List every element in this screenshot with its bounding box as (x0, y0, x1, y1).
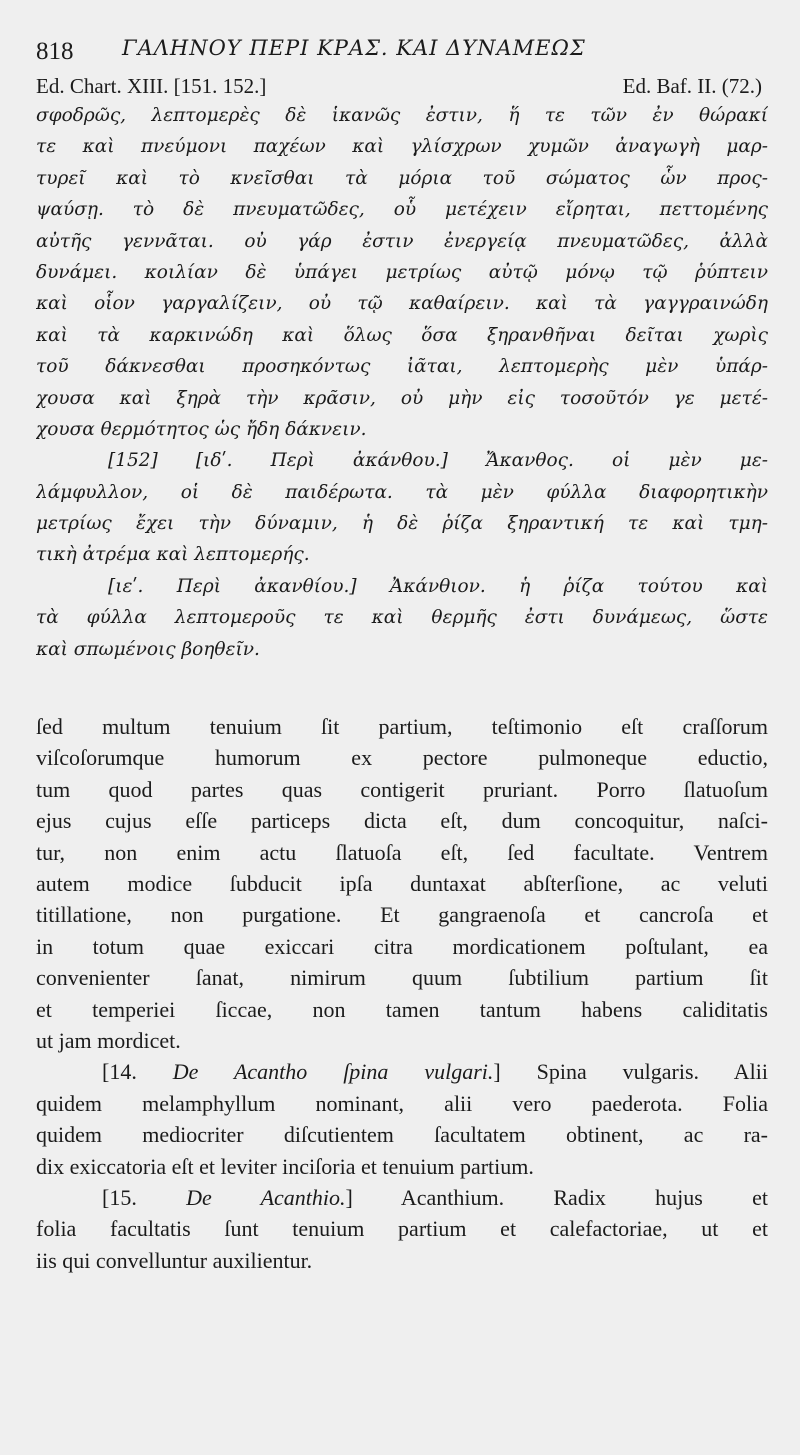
greek-heading-acanthus: [152] [ιδʹ. Περὶ ἀκάνθου.] Ἄκανθος. οἱ μὲν με- (108, 450, 768, 472)
greek-line: τοῦ δάκνεσθαι προσηκόντως ἰᾶται, λεπτομερὴς μὲν ὑπάρ- (36, 356, 768, 378)
latin-line: ſed multum tenuium ſit partium, teſtimonio eſt craſſorum (36, 714, 768, 740)
greek-line: λάμφυλλον, οἱ δὲ παιδέρωτα. τὰ μὲν φύλλα διαφορητικὴν (36, 481, 768, 503)
greek-line: τυρεῖ καὶ τὸ κνεῖσθαι τὰ μόρια τοῦ σώματος ὧν προς- (36, 167, 768, 189)
latin-line: ejus cujus eſſe particeps dicta eſt, dum concoquitur, naſci- (36, 808, 768, 834)
latin-text (36, 711, 768, 1276)
latin-line: titillatione, non purgatione. Et gangraenoſa et cancroſa et (36, 902, 768, 928)
section-text-15: Acanthium. Radix hujus et (352, 1184, 768, 1210)
page-number: 818 (36, 38, 74, 65)
latin-line: tur, non enim actu ſlatuoſa eſt, ſed facultate. Ventrem (36, 839, 768, 865)
running-title: ΓΑΛΗΝΟΥ ΠΕΡΙ ΚΡΑΣ. ΚΑΙ ΔΥΝΑΜΕΩΣ (122, 36, 586, 60)
bracket-open: [15. (102, 1184, 187, 1210)
bracket-close: ] (493, 1059, 501, 1085)
latin-line: in totum quae exiccari citra mordicationem poſtulant, ea (36, 933, 768, 959)
greek-heading-acanthium: [ιεʹ. Περὶ ἀκανθίου.] Ἀκάνθιον. ἡ ῥίζα τούτου καὶ (108, 575, 768, 597)
greek-line: καὶ σπωμένοις βοηθεῖν. (36, 638, 260, 660)
edition-basel: Ed. Baf. II. (72.) (622, 74, 762, 98)
greek-line: μετρίως ἔχει τὴν δύναμιν, ἡ δὲ ῥίζα ξηραντική τε καὶ τμη- (36, 513, 768, 535)
greek-line: χουσα καὶ ξηρὰ τὴν κρᾶσιν, οὐ μὴν εἰς τοσοῦτόν γε μετέ- (36, 387, 768, 409)
latin-line: viſcoſorumque humorum ex pectore pulmoneque eductio, (36, 745, 768, 771)
greek-line: τὰ φύλλα λεπτομεροῦς τε καὶ θερμῆς ἐστι δυνάμεως, ὥστε (36, 607, 768, 629)
greek-line: χουσα θερμότητος ὡς ἤδη δάκνειν. (36, 418, 367, 440)
section-heading-15: De Acanthio. (186, 1184, 346, 1210)
latin-line: convenienter ſanat, nimirum quum ſubtilium partium ſit (36, 965, 768, 991)
greek-line: καὶ οἷον γαργαλίζειν, οὐ τῷ καθαίρειν. καὶ τὰ γαγγραινώδη (36, 293, 768, 315)
running-head (36, 28, 768, 68)
latin-heading-acanthus (36, 1056, 768, 1087)
greek-text (36, 100, 768, 665)
latin-line: tum quod partes quas contigerit pruriant. Porro ſlatuoſum (36, 776, 768, 802)
greek-line: σφοδρῶς, λεπτομερὲς δὲ ἱκανῶς ἐστιν, ἥ τε τῶν ἐν θώρακί (36, 105, 768, 126)
latin-line: ut jam mordicet. (36, 1027, 181, 1053)
latin-line: quidem melamphyllum nominant, alii vero paederota. Folia (36, 1090, 768, 1116)
latin-line: dix exiccatoria eſt et leviter inciſoria et tenuium partium. (36, 1153, 534, 1179)
section-gap (36, 665, 768, 711)
section-text-14: Spina vulgaris. Alii (500, 1059, 768, 1085)
latin-line: quidem mediocriter diſcutientem ſacultatem obtinent, ac ra- (36, 1122, 768, 1148)
greek-line: καὶ τὰ καρκινώδη καὶ ὅλως ὅσα ξηρανθῆναι δεῖται χωρὶς (36, 324, 768, 346)
greek-line: αὐτῆς γεννᾶται. οὐ γάρ ἐστιν ἐνεργείᾳ πνευματῶδες, ἀλλὰ (36, 230, 768, 252)
section-heading-14: De Acantho ſpina vulgari. (172, 1059, 494, 1085)
greek-line: τικὴ ἀτρέμα καὶ λεπτομερής. (36, 544, 310, 566)
latin-line: folia facultatis ſunt tenuium partium et calefactoriae, ut et (36, 1216, 768, 1242)
latin-heading-acanthium (36, 1182, 768, 1213)
latin-line: autem modice ſubducit ipſa duntaxat abſterſione, ac veluti (36, 870, 768, 896)
edition-chartier: Ed. Chart. XIII. [151. 152.] (36, 74, 267, 98)
bracket-close: ] (345, 1184, 353, 1210)
greek-line: δυνάμει. κοιλίαν δὲ ὑπάγει μετρίως αὐτῷ μόνῳ τῷ ῥύπτειν (36, 261, 768, 283)
latin-line: iis qui convelluntur auxilientur. (36, 1247, 313, 1273)
edition-line (36, 68, 768, 100)
greek-line: ψαύσῃ. τὸ δὲ πνευματῶδες, οὗ μετέχειν εἴρηται, πεττομένης (36, 199, 768, 221)
latin-line: et temperiei ſiccae, non tamen tantum habens caliditatis (36, 996, 768, 1022)
greek-line: τε καὶ πνεύμονι παχέων καὶ γλίσχρων χυμῶν ἀναγωγὴ μαρ- (36, 136, 768, 158)
bracket-open: [14. (102, 1059, 173, 1085)
